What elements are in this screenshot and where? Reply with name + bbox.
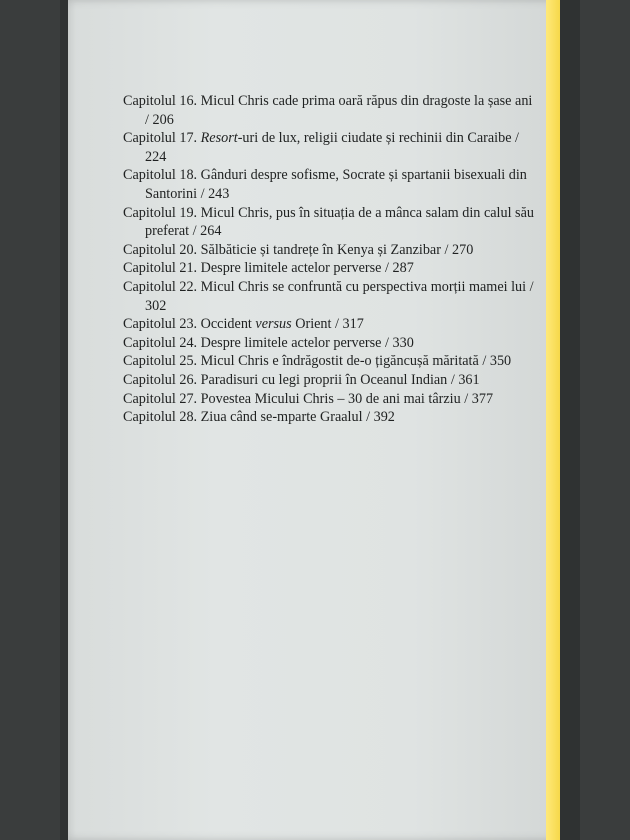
toc-chapter-title: Paradisuri cu legi proprii în Oceanul Indian (200, 371, 448, 388)
toc-chapter-title: Gânduri despre sofisme, Socrate și spartanii bisexuali din Santorini (145, 167, 527, 202)
table-of-contents (123, 92, 538, 427)
toc-chapter-label: Capitolul 26. (123, 371, 198, 388)
toc-chapter-title: Despre limitele actelor perverse (200, 260, 382, 277)
toc-page-number: 243 (208, 185, 230, 202)
toc-page-number: 224 (145, 148, 167, 165)
toc-entry: Capitolul 24. Despre limitele actelor perverse / 330 (123, 334, 414, 351)
toc-page-number: 330 (392, 334, 414, 351)
toc-chapter-label: Capitolul 28. (123, 409, 198, 426)
toc-chapter-title-italic: versus (255, 316, 292, 333)
toc-chapter-title: Micul Chris, pus în situația de a mânca salam din calul său preferat (145, 204, 534, 240)
toc-chapter-label: Capitolul 24. (123, 334, 198, 351)
toc-entry: Capitolul 22. Micul Chris se confruntă cu perspectiva morții mamei lui / 302 (123, 278, 534, 314)
toc-chapter-title: Despre limitele actelor perverse (200, 334, 382, 351)
toc-chapter-title: Orient (295, 316, 332, 333)
toc-chapter-title: Micul Chris e îndrăgostit de-o țigăncușă măritată (200, 353, 479, 370)
toc-chapter-label: Capitolul 21. (123, 260, 198, 277)
toc-page-number: 317 (342, 316, 364, 333)
toc-chapter-label: Capitolul 27. (123, 390, 198, 407)
toc-chapter-label: Capitolul 19. (123, 204, 198, 221)
toc-page-number: 206 (152, 111, 174, 128)
toc-chapter-label: Capitolul 22. (123, 278, 198, 295)
toc-page-number: 361 (458, 371, 480, 388)
toc-chapter-label: Capitolul 20. (123, 241, 198, 258)
toc-entry: Capitolul 27. Povestea Micului Chris – 30 de ani mai târziu / 377 (123, 390, 494, 407)
toc-page-number: 264 (200, 223, 222, 240)
toc-entry: Capitolul 28. Ziua când se-mparte Graalul / 392 (123, 409, 395, 426)
toc-chapter-title: Micul Chris cade prima oară răpus din dragoste la șase ani (200, 93, 533, 109)
toc-chapter-label: Capitolul 18. (123, 167, 198, 184)
toc-entry: Capitolul 16. Micul Chris cade prima oară răpus din dragoste la șase ani / 206 (123, 93, 533, 128)
toc-page-number: 377 (471, 390, 494, 407)
toc-chapter-title: Micul Chris se confruntă cu perspectiva morții mamei lui (200, 278, 527, 295)
toc-page-number: 270 (452, 241, 474, 258)
toc-chapter-title: Sălbăticie și tandrețe în Kenya și Zanzibar (200, 241, 441, 258)
toc-page-number: 302 (145, 297, 167, 314)
toc-chapter-title: Occident (200, 316, 252, 333)
toc-entry: Capitolul 25. Micul Chris e îndrăgostit de-o țigăncușă măritată / 350 (123, 353, 512, 370)
toc-chapter-label: Capitolul 17. (123, 130, 198, 147)
toc-chapter-label: Capitolul 16. (123, 93, 198, 109)
toc-entry: Capitolul 17. Resort-uri de lux, religii ciudate și rechinii din Caraibe / 224 (123, 130, 519, 165)
toc-entry: Capitolul 18. Gânduri despre sofisme, Socrate și spartanii bisexuali din Santorini / 243 (123, 167, 527, 202)
toc-page-number: 392 (373, 409, 395, 426)
toc-chapter-title: Ziua când se-mparte Graalul (200, 409, 363, 426)
toc-entry: Capitolul 23. Occident versus Orient / 317 (123, 316, 364, 333)
toc-chapter-title-italic: Resort (200, 130, 238, 147)
toc-entry: Capitolul 21. Despre limitele actelor perverse / 287 (123, 260, 414, 277)
toc-entry: Capitolul 20. Sălbăticie și tandrețe în Kenya și Zanzibar / 270 (123, 241, 474, 258)
toc-page-number: 350 (489, 353, 512, 370)
toc-entry: Capitolul 19. Micul Chris, pus în situația de a mânca salam din calul său preferat / 264 (123, 204, 534, 240)
toc-chapter-label: Capitolul 23. (123, 316, 198, 333)
toc-chapter-title: -uri de lux, religii ciudate și rechinii din Caraibe (237, 130, 512, 147)
page-edge-stripe (546, 0, 560, 840)
toc-entry: Capitolul 26. Paradisuri cu legi proprii în Oceanul Indian / 361 (123, 371, 480, 388)
toc-chapter-label: Capitolul 25. (123, 353, 198, 370)
toc-chapter-title: Povestea Micului Chris – 30 de ani mai târziu (200, 390, 461, 407)
toc-page-number: 287 (392, 260, 414, 277)
